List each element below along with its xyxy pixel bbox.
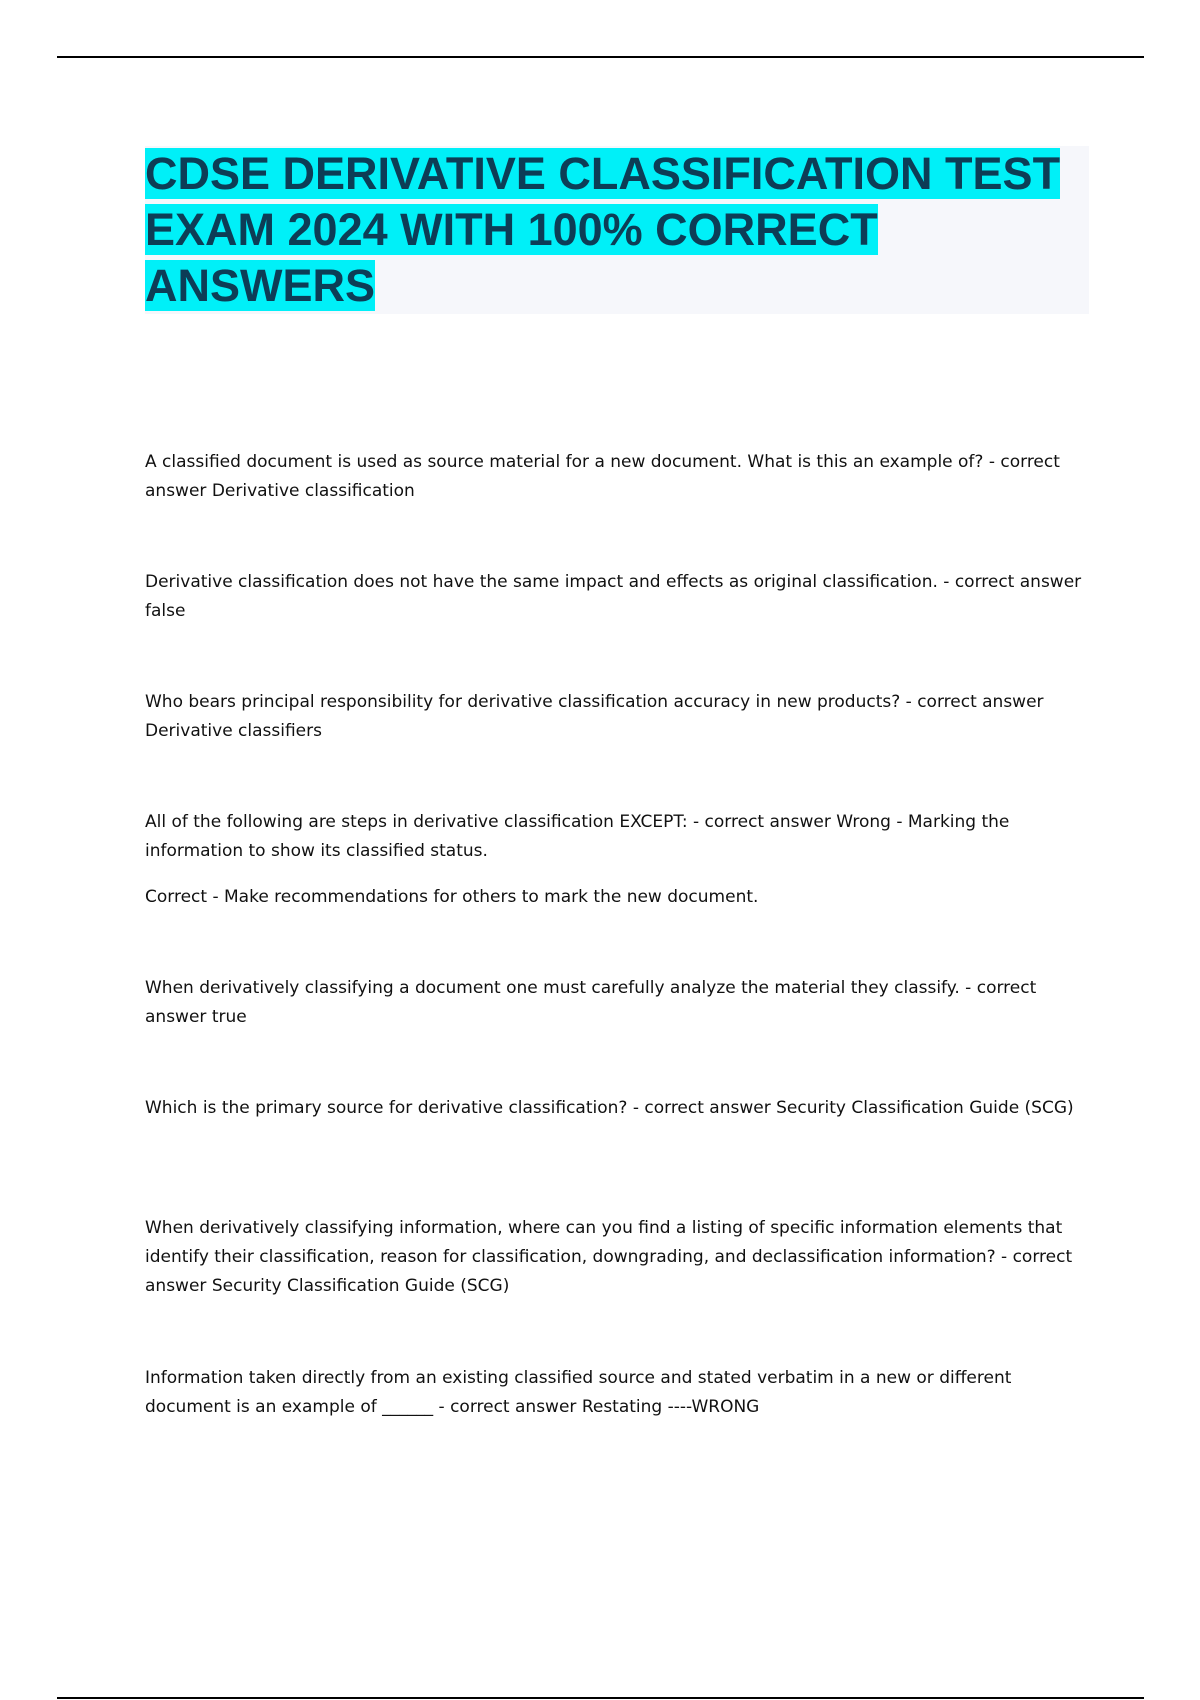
document-title: CDSE DERIVATIVE CLASSIFICATION TEST EXAM 2024 WITH 100% CORRECT ANSWERS: [145, 148, 1061, 311]
qa-item-8: [145, 1364, 1095, 1422]
qa-item-6: [145, 1094, 1095, 1123]
qa-item-1: [145, 448, 1095, 506]
answer-text: Wrong - Marking the information to show its classified status.: [145, 812, 1015, 861]
qa-item-4-extra: Correct - Make recommendations for others to mark the new document.: [145, 887, 759, 907]
answer-marker: - correct answer: [900, 692, 1044, 712]
answer-marker: - correct answer: [145, 1247, 1073, 1296]
qa-item-7: [145, 1214, 1095, 1301]
question-text: Information taken directly from an existing classified source and stated verbatim in a new or different document is an example of ______: [145, 1368, 1012, 1417]
qa-item-5: [145, 974, 1095, 1032]
bottom-rule: [57, 1697, 1144, 1699]
question-text: When derivatively classifying information, where can you find a listing of specific information elements that identify their classification, reason for classification, downgrading, and declassification information?: [145, 1218, 1063, 1267]
answer-text: Security Classification Guide (SCG): [776, 1098, 1074, 1118]
answer-marker: - correct answer: [433, 1397, 582, 1417]
qa-item-4: [145, 808, 1095, 866]
answer-text: true: [211, 1007, 247, 1027]
answer-marker: - correct answer: [687, 812, 837, 832]
answer-text: Derivative classifiers: [145, 721, 322, 741]
question-text: A classified document is used as source material for a new document. What is this an example of?: [145, 452, 984, 472]
qa-item-2: [145, 568, 1095, 626]
question-text: Which is the primary source for derivative classification?: [145, 1098, 628, 1118]
answer-text: Derivative classification: [211, 481, 415, 501]
question-text: Who bears principal responsibility for derivative classification accuracy in new products?: [145, 692, 901, 712]
answer-text: Restating ----WRONG: [581, 1397, 760, 1417]
answer-text: false: [145, 601, 186, 621]
top-rule: [57, 56, 1144, 58]
answer-marker: - correct answer: [627, 1098, 777, 1118]
answer-text: Security Classification Guide (SCG): [211, 1276, 510, 1296]
qa-item-3: [145, 688, 1095, 746]
answer-marker: - correct answer: [145, 978, 1037, 1027]
question-text: All of the following are steps in derivative classification EXCEPT:: [145, 812, 688, 832]
question-text: Derivative classification does not have the same impact and effects as original classification.: [145, 572, 938, 592]
question-text: When derivatively classifying a document one must carefully analyze the material they classify.: [145, 978, 960, 998]
title-block: [145, 146, 1089, 314]
answer-marker: - correct answer: [937, 572, 1082, 592]
answer-marker: - correct answer: [145, 452, 1060, 501]
